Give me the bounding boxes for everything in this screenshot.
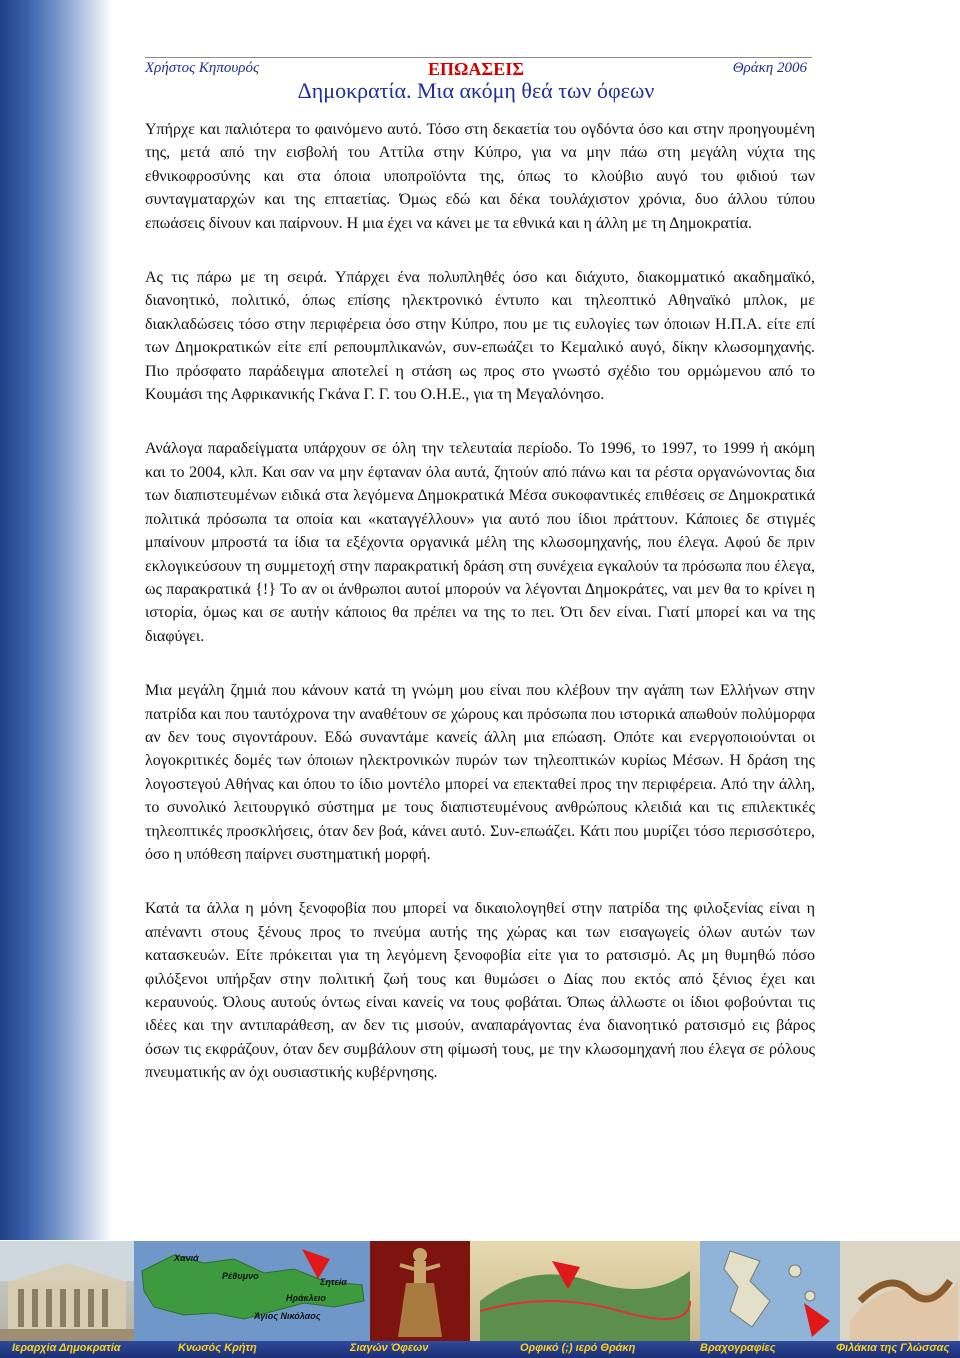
caption-bar: [0, 1341, 960, 1358]
caption: Σιαγών Όφεων: [350, 1342, 429, 1354]
snake-goddess-image: [370, 1241, 470, 1341]
caption: Κνωσός Κρήτη: [178, 1342, 257, 1354]
caption: Ιεραρχία Δημοκρατία: [12, 1342, 121, 1354]
map-label: Σητεία: [320, 1277, 347, 1287]
parliament-image: [0, 1241, 134, 1341]
caption: Βραχογραφίες: [700, 1342, 776, 1354]
thrace-map: [470, 1241, 700, 1341]
header-date: Θράκη 2006: [732, 60, 807, 76]
snake-goddess-drawing: [370, 1241, 470, 1341]
header-author: Χρήστος Κηπουρός: [145, 60, 260, 76]
paragraph: Ανάλογα παραδείγματα υπάρχουν σε όλη την τελευταία περίοδο. Το 1996, το 1997, το 1999 ή ακόμη και το 2004, κλπ. Και σαν να μην έφταναν όλα αυτά, ζητούν από πάνω και τα ρέστα οργανώνοντας δια των διαπιστευμένων ειδικά στα λεγόμενα Δημοκρατικά Μέσα συκοφαντικές επιθέσεις σε Δημοκρατικά πολιτικά πρόσωπα τα οποία και «καταγγέλλουν» για αυτό που ίδιοι πράττουν. Κάποιες δε στιγμές μπαίνουν μπροστά τα ίδια τα εξέχοντα οργανικά μέλη της κλωσομηχανής, που έλεγα. Αφού δε πριν εκλογικεύσουν τη συμμετοχή στην παρακρατική δράση στη συνέχεια εγκαλούν τα πρόσωπα που έλεγα, ως παρακρατικά {!} Το αν οι άνθρωποι αυτοί μπορούν να λέγονται Δημοκράτες, ναι μεν θα το κρίνει η ιστορία, όμως και σε αυτήν κάποιος θα πρέπει να της το πει. Ότι δεν είναι. Γιατί μπορεί και να της διαφύγει.: [145, 440, 815, 645]
paragraph: Υπήρχε και παλιότερα το φαινόμενο αυτό. Τόσο στη δεκαετία του ογδόντα όσο και στην προηγουμένη της, μετά από την εισβολή του Αττίλα στην Κύπρο, για να μην πάω στη μεγάλη νύχτα της εθνικοφροσύνης και στα όποια υποπροϊόντα της, όπως το κλούβιο αυγό του φιδιού των συνταγματαρχών και της επταετίας. Όμως εδώ και δέκα τουλάχιστον χρόνια, δυο άλλου τύπου επωάσεις δίνουν και παίρνουν. Η μια έχει να κάνει με τα εθνικά και η άλλη με τη Δημοκρατία.: [145, 121, 815, 232]
islands-map-drawing: [700, 1241, 840, 1341]
article-body: [145, 118, 815, 1085]
map-label: Ρέθυμνο: [222, 1271, 259, 1281]
crete-map: [134, 1241, 370, 1341]
map-label: Άγιος Νικόλαος: [254, 1311, 321, 1321]
paragraph: Μια μεγάλη ζημιά που κάνουν κατά τη γνώμη μου είναι που κλέβουν την αγάπη των Ελλήνων στην πατρίδα και που ταυτόχρονα την αναθέτουν σε χώρους και πρόσωπα που ιστορικά απωθούν πολύμορφα αν δεν τους σιγοντάρουν. Εδώ συναντάμε κανείς άλλη μια επώαση. Οπότε και ενεργοποιούνται οι λογοκριτικές δομές των όποιων ηλεκτρονικών πυρών των τηλεοπτικών κυρίως Μέσων. Η δράση της λογοστεγού Αθήνας και όπου το ίδιο μοντέλο μπορεί να επεκταθεί προς την περιφέρεια. Από την άλλη, το συνολικό λειτουργικό σύστημα με τους διαπιστευμένους ανθρώπους κλειδιά και τις επιλεκτικές τηλεοπτικές προσκλήσεις, όταν δεν βοά, κάνει αυτό. Συν-επωάζει. Κάτι που μυρίζει τόσο περισσότερο, όσο η υπόθεση παίρνει συστηματική μορφή.: [145, 682, 815, 863]
header-title: ΕΠΩΑΣΕΙΣ: [428, 59, 524, 79]
red-arrow-icon: [804, 1303, 830, 1337]
caption: Φιλάκια της Γλώσσας: [836, 1342, 950, 1354]
thrace-map-drawing: [470, 1241, 700, 1341]
snake-hand-image: [840, 1241, 960, 1341]
crete-island-drawing: [134, 1241, 370, 1341]
islands-map: [700, 1241, 840, 1341]
header-divider: [145, 57, 812, 58]
snake-hand-drawing: [840, 1241, 960, 1341]
footer-image-strip: [0, 1241, 960, 1358]
caption: Ορφικό (;) ιερό Θράκη: [520, 1342, 636, 1354]
map-label: Ηράκλειο: [286, 1293, 326, 1303]
article-title: Δημοκρατία. Μια ακόμη θεά των όφεων: [297, 78, 655, 103]
map-label: Χανιά: [174, 1253, 199, 1263]
parliament-drawing: [0, 1241, 134, 1341]
side-gradient-band: [0, 0, 112, 1240]
paragraph: Ας τις πάρω με τη σειρά. Υπάρχει ένα πολυπληθές όσο και διάχυτο, διακομματικό ακαδημαϊκό, διανοητικό, πολιτικό, όπως επίσης ηλεκτρονικό έντυπο και τηλεοπτικό Αθηναϊκό μπλοκ, με διακλαδώσεις τόσο στην περιφέρεια όσο στην Κύπρο, που με τις ευλογίες των όποιων Η.Π.Α. είτε επί των Δημοκρατικών είτε επί ρεπουμπλικανών, συν-επωάζει το Κεμαλικό αυγό, δίκην κλωσομηχανής. Πιο πρόσφατο παράδειγμα αποτελεί η στάση ως προς στο γνωστό σχέδιο του ορμώμενου από το Κουμάσι της Αφρικανικής Γκάνα Γ. Γ. του Ο.Η.Ε., για τη Μεγαλόνησο.: [145, 269, 815, 404]
paragraph: Κατά τα άλλα η μόνη ξενοφοβία που μπορεί να δικαιολογηθεί στην πατρίδα της φιλοξενίας είναι η απέναντι στους ξένους προς το πνεύμα αυτής της χώρας και των εισαγωγείς όλων αυτών των κατασκευών. Είτε πρόκειται για τη λεγόμενη ξενοφοβία είτε για το ρατσισμό. Ας μη θυμηθώ πόσο φιλόξενοι υπήρξαν στην πολιτική ζωή τους και θυμώσει ο Δίας που εκτός από ξένιος έχει και κεραυνούς. Όλους αυτούς όντως είναι κανείς να τους φοβάται. Όπως άλλωστε οι ίδιοι φοβούνται τις ιδέες και την αντιπαράθεση, αν δεν τις μισούν, αναπαράγοντας ένα διανοητικό ρατσισμό εις βάρος όσων τις εκφράζουν, όταν δεν συμβάλουν στη φίμωσή τους, με την κλωσομηχανή που έλεγα σε ρόλους πνευματικής αν όχι ουσιαστικής κυβέρνησης.: [145, 900, 815, 1082]
